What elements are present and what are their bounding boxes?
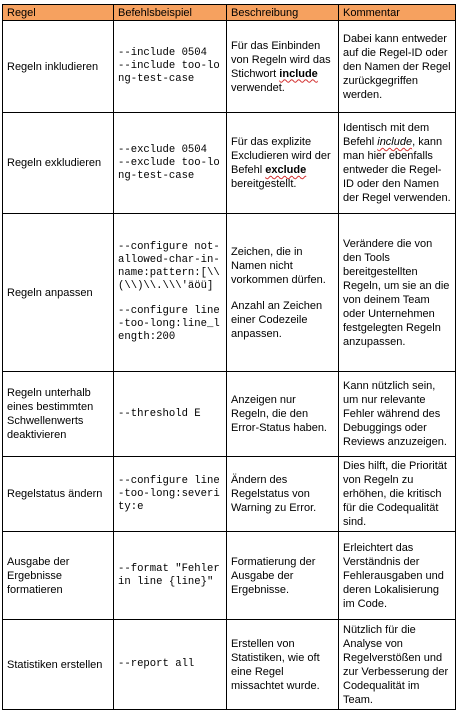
comment-cell: Nützlich für die Analyse von Regelverstößen und zur Verbesserung der Codequalität im Team.: [339, 620, 456, 710]
comment-text: Identisch mit dem Befehl: [343, 122, 430, 148]
command-cell: [114, 372, 227, 457]
command-line: --configure line-too-long:line_length:200: [118, 305, 220, 343]
description-cell: Ändern des Regelstatus von Warning zu Error.: [227, 457, 339, 532]
description-cell: [227, 113, 339, 214]
command-line: --configure not-allowed-char-in-name:pattern:[\\(\\)\\.\\\'äöü]: [118, 241, 220, 292]
description-cell: Anzeigen nur Regeln, die den Error-Status haben.: [227, 372, 339, 457]
table-row: [3, 113, 456, 214]
rule-cell: Regeln anpassen: [3, 214, 114, 372]
command-line: --threshold E: [118, 407, 201, 420]
command-line: --include 0504: [118, 47, 208, 59]
header-regel: Regel: [3, 5, 114, 21]
rules-table: [2, 4, 456, 710]
text-cursor: [455, 530, 456, 544]
header-befehlsbeispiel: Befehlsbeispiel: [114, 5, 227, 21]
description-cell: [227, 214, 339, 372]
header-row: [3, 5, 456, 21]
comment-cell: Kann nützlich sein, um nur relevante Fehler während des Debuggings oder Reviews anzuzeigen.: [339, 372, 456, 457]
command-cell: [114, 21, 227, 113]
description-text: verwendet.: [231, 81, 285, 94]
description-cell: Formatierung der Ausgabe der Ergebnisse.: [227, 532, 339, 620]
command-line: --format "Fehler in line {line}": [118, 562, 227, 588]
rule-cell: Regeln exkludieren: [3, 113, 114, 214]
command-cell: [114, 214, 227, 372]
command-line: --configure line-too-long:severity:e: [118, 474, 220, 513]
command-line: --exclude 0504: [118, 143, 208, 156]
rule-cell: Regelstatus ändern: [3, 457, 114, 532]
header-kommentar: Kommentar: [339, 5, 456, 21]
description-cell: Erstellen von Statistiken, wie oft eine Regel missachtet wurde.: [227, 620, 339, 710]
description-text: Anzahl an Zeichen einer Codezeile anpassen.: [231, 299, 323, 340]
comment-text: , kann man hier ebenfalls entweder die Regel-ID oder den Namen der Regel verwenden.: [343, 136, 451, 204]
description-text: bereitgestellt.: [231, 178, 297, 190]
keyword: include: [377, 136, 413, 148]
table-row: [3, 457, 456, 532]
comment-cell: Dies hilft, die Priorität von Regeln zu erhöhen, die kritisch für die Codequalität sind.: [339, 457, 456, 532]
rule-cell: Statistiken erstellen: [3, 620, 114, 710]
table-row: [3, 532, 456, 620]
header-beschreibung: Beschreibung: [227, 5, 339, 21]
description-text: Für das explizite Excludieren wird der Befehl: [231, 136, 331, 176]
comment-cell: Erleichtert das Verständnis der Fehlerausgaben und deren Lokalisierung im Code.: [339, 532, 456, 620]
command-line: --exclude too-long-test-case: [118, 156, 220, 182]
command-cell: [114, 113, 227, 214]
rule-cell: Ausgabe der Ergebnisse formatieren: [3, 532, 114, 620]
table-row: [3, 214, 456, 372]
table-row: [3, 372, 456, 457]
description-text: Für das Einbinden von Regeln wird das Stichwort: [231, 39, 331, 80]
description-text: Zeichen, die in Namen nicht vorkommen dürfen.: [231, 245, 326, 286]
comment-cell: [339, 113, 456, 214]
description-cell: [227, 21, 339, 113]
command-cell: [114, 620, 227, 710]
keyword: include: [279, 67, 318, 80]
rule-cell: Regeln inkludieren: [3, 21, 114, 113]
comment-cell: Dabei kann entweder auf die Regel-ID oder den Namen der Regel zurückgegriffen werden.: [339, 21, 456, 113]
command-cell: [114, 532, 227, 620]
table-row: [3, 21, 456, 113]
comment-cell: Verändere die von den Tools bereitgestellten Regeln, um sie an die von deinem Team oder Unternehmen festgelegten Regeln anzupassen.: [339, 214, 456, 372]
command-cell: [114, 457, 227, 532]
table-row: [3, 620, 456, 710]
keyword: exclude: [265, 164, 307, 176]
rule-cell: Regeln unterhalb eines bestimmten Schwellenwerts deaktivieren: [3, 372, 114, 457]
command-line: --report all: [118, 658, 195, 670]
command-line: --include too-long-test-case: [118, 60, 220, 85]
